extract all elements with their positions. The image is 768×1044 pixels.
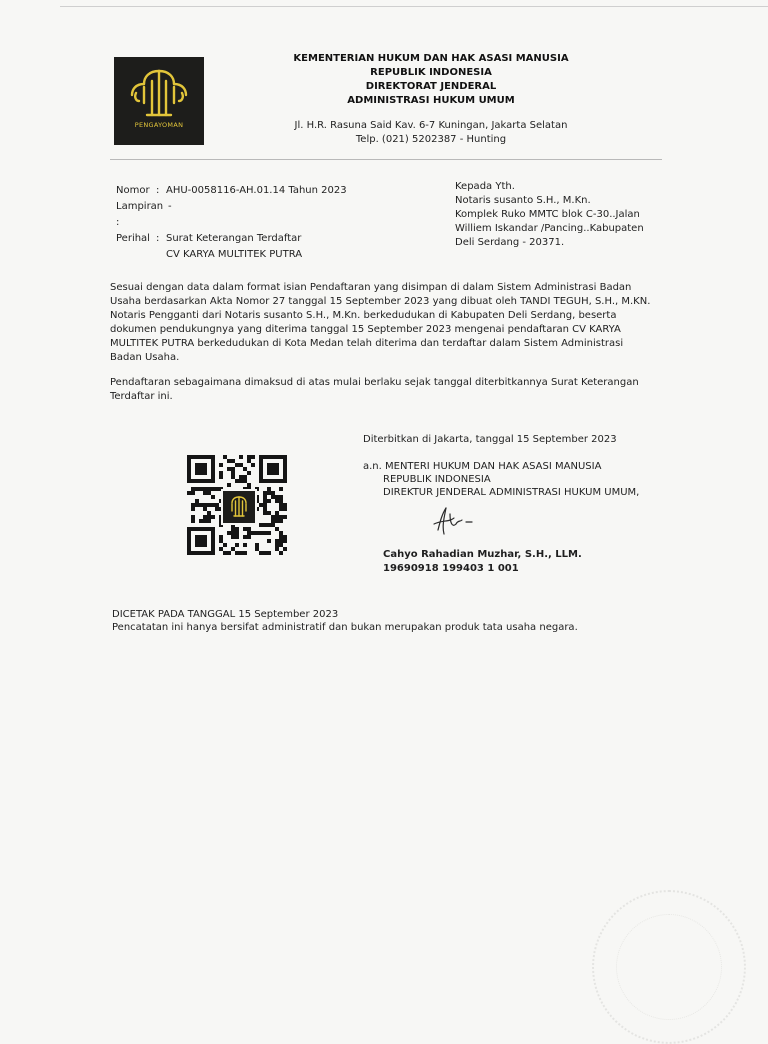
perihal-line-2: CV KARYA MULTITEK PUTRA — [166, 249, 303, 260]
colon: : — [156, 185, 160, 196]
print-footer — [112, 608, 578, 634]
lampiran-row — [116, 199, 347, 231]
signer-name: Cahyo Rahadian Muzhar, S.H., LLM. — [383, 549, 582, 560]
recipient-address-line-1: Komplek Ruko MMTC blok C-30..Jalan — [455, 209, 640, 220]
nomor-row — [116, 183, 347, 199]
lampiran-label: Lampiran : — [116, 201, 164, 228]
recipient-address — [455, 180, 665, 250]
nomor-value: AHU-0058116-AH.01.14 Tahun 2023 — [166, 185, 347, 196]
signature-block — [363, 460, 639, 499]
letterhead-address — [260, 119, 602, 147]
recipient-address-line-3: Deli Serdang - 20371. — [455, 237, 565, 248]
lampiran-value: - — [168, 201, 172, 212]
letter-meta — [116, 183, 347, 263]
body-paragraph-2: Pendaftaran sebagaimana dimaksud di atas mulai berlaku sejak tanggal diterbitkannya Surat Keterangan Terdaftar ini. — [110, 377, 639, 402]
directorate-name: DIREKTORAT JENDERAL — [365, 81, 497, 92]
country-name: REPUBLIK INDONESIA — [370, 67, 492, 78]
signer-nip: 19690918 199403 1 001 — [383, 563, 519, 574]
address-line: Jl. H.R. Rasuna Said Kav. 6-7 Kuningan, Jakarta Selatan — [294, 120, 568, 131]
faint-stamp-watermark — [592, 890, 746, 1044]
letter-body — [110, 281, 658, 415]
qr-code — [186, 455, 288, 555]
page-edge-line — [60, 6, 768, 7]
nomor-label: Nomor — [116, 185, 150, 196]
phone-line: Telp. (021) 5202387 - Hunting — [355, 134, 507, 145]
perihal-row — [116, 231, 347, 263]
logo-caption: PENGAYOMAN — [134, 121, 184, 129]
republic-line: REPUBLIK INDONESIA — [383, 474, 491, 485]
signer-info — [383, 548, 582, 576]
director-title: DIREKTUR JENDERAL ADMINISTRASI HUKUM UMUM, — [383, 487, 640, 498]
recipient-address-line-2: Williem Iskandar /Pancing..Kabupaten — [455, 223, 644, 234]
issued-place-date: Diterbitkan di Jakarta, tanggal 15 September 2023 — [363, 434, 617, 445]
printed-date: DICETAK PADA TANGGAL 15 September 2023 — [112, 609, 339, 620]
perihal-label: Perihal — [116, 233, 150, 244]
pengayoman-logo — [114, 57, 204, 145]
ministry-name: KEMENTERIAN HUKUM DAN HAK ASASI MANUSIA — [293, 53, 569, 64]
perihal-line-1: Surat Keterangan Terdaftar — [166, 233, 302, 244]
perihal-value — [166, 231, 302, 263]
pengayoman-mini-icon — [223, 491, 255, 523]
header-divider — [110, 159, 662, 160]
disclaimer-note: Pencatatan ini hanya bersifat administratif dan bukan merupakan produk tata usaha negara. — [112, 622, 578, 633]
recipient-greeting: Kepada Yth. — [455, 181, 515, 192]
directorate-subtitle: ADMINISTRASI HUKUM UMUM — [347, 95, 515, 106]
letterhead-title — [260, 52, 602, 108]
body-paragraph-1: Sesuai dengan data dalam format isian Pendaftaran yang disimpan di dalam Sistem Administrasi Badan Usaha berdasarkan Akta Nomor 27 tanggal 15 September 2023 yang dibuat oleh TANDI TEGUH, S.H., M.KN. Notaris Pengganti dari Notaris susanto S.H., M.Kn. berkedudukan di Kabupaten Deli Serdang, beserta dokumen pendukungnya yang diterima tanggal 15 September 2023 mengenai pendaftaran CV KARYA MULTITEK PUTRA berkedudukan di Kota Medan telah diterima dan terdaftar dalam Sistem Administrasi Badan Usaha. — [110, 282, 651, 363]
pengayoman-emblem-icon — [114, 57, 204, 145]
recipient-name: Notaris susanto S.H., M.Kn. — [455, 195, 591, 206]
handwritten-signature — [424, 500, 484, 540]
qr-logo-icon — [221, 489, 257, 525]
on-behalf-line: a.n. MENTERI HUKUM DAN HAK ASASI MANUSIA — [363, 461, 602, 472]
colon: : — [156, 233, 160, 244]
